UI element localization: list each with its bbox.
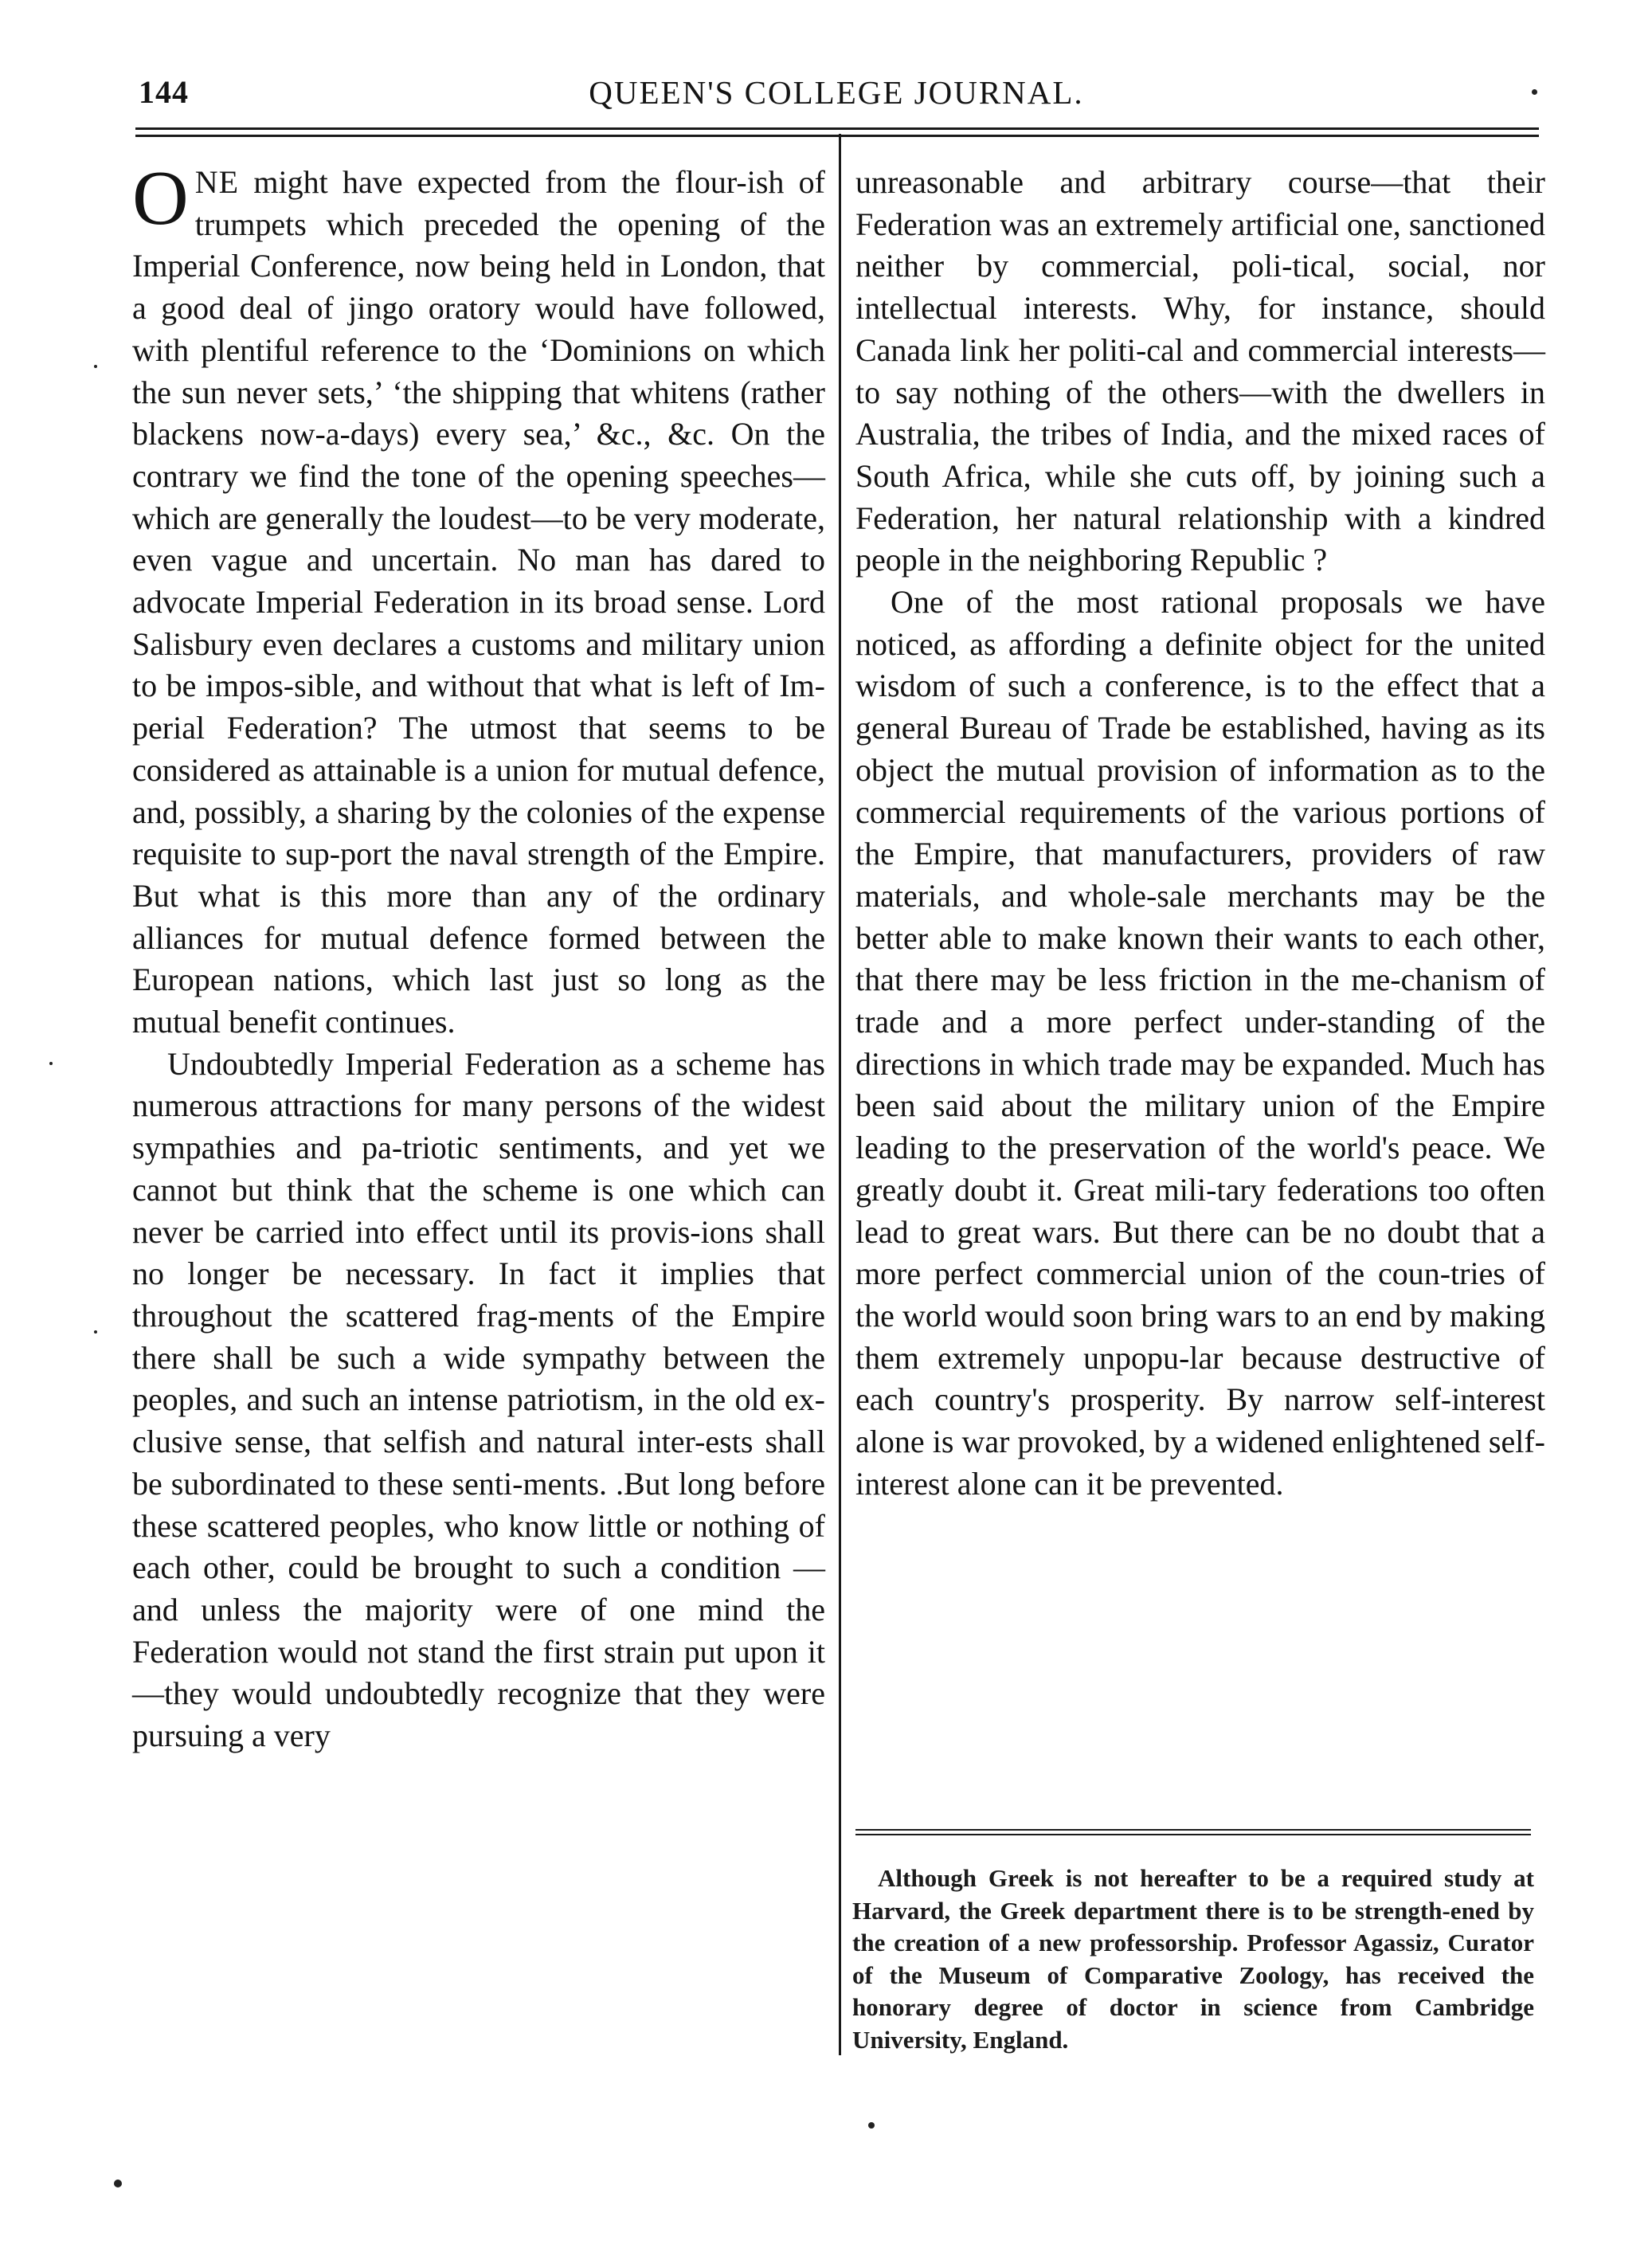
column-divider <box>839 134 841 2055</box>
drop-cap: O <box>132 155 189 241</box>
journal-title: QUEEN'S COLLEGE JOURNAL. <box>589 74 1084 111</box>
print-speck <box>868 2122 875 2129</box>
print-speck <box>94 1330 97 1334</box>
page-number: 144 <box>139 74 189 110</box>
news-note: Although Greek is not hereafter to be a required study at Harvard, the Greek department there is to be strength-ened by the creation of a new professorship. Professor Agassiz, Curator of the Museum of Comparative Zoology, has received the honorary degree of doctor in science from Cambridge University, England. <box>852 1864 1534 2054</box>
article-left-column <box>132 155 825 1757</box>
article-right-column <box>855 162 1545 1506</box>
header-ornament-dot <box>1532 89 1537 95</box>
paragraph-text: might have expected from the flour-ish of trumpets which preceded the opening of the Imperial Conference, now being held in London, that a good deal of jingo oratory would have followed, with plentiful reference to the ‘Dominions on which the sun never sets,’ ‘the shipping that whitens (rather blackens now-a-days) every sea,’ &c., &c. On the contrary we find the tone of the opening speeches—which are generally the loudest—to be very moderate, even vague and uncertain. No man has dared to advocate Imperial Federation in its broad sense. Lord Salisbury even declares a customs and military union to be impos-sible, and without that what is left of Im-perial Federation? The utmost that seems to be considered as attainable is a union for mutual defence, and, possibly, a sharing by the colonies of the expense requisite to sup-port the naval strength of the Empire. But what is this more than any of the ordinary alliances for mutual defence formed between the European nations, which last just so long as the mutual benefit continues. <box>132 164 825 1040</box>
article-paragraph: One of the most rational proposals we have noticed, as affording a definite object for the united wisdom of such a conference, is to the effect that a general Bureau of Trade be established, having as its object the mutual provision of information as to the commercial requirements of the various portions of the Empire, that manufacturers, providers of raw materials, and whole-sale merchants may be the better able to make known their wants to each other, that there may be less friction in the me-chanism of trade and a more perfect under-standing of the directions in which trade may be expanded. Much has been said about the military union of the Empire leading to the preservation of the world's peace. We greatly doubt it. Great mili-tary federations too often lead to great wars. But there can be no doubt that a more perfect commercial union of the coun-tries of the world would soon bring wars to an end by making them extremely unpopu-lar because destructive of each country's prosperity. By narrow self-interest alone is war provoked, by a widened enlightened self-interest alone can it be prevented. <box>855 584 1545 1502</box>
lead-word: NE <box>194 164 240 200</box>
page-header <box>135 73 1537 121</box>
print-speck <box>114 2180 122 2187</box>
article-paragraph <box>132 155 825 1044</box>
article-paragraph: unreasonable and arbitrary course—that their Federation was an extremely artificial one, sanctioned neither by commercial, poli-tical, social, nor intellectual interests. Why, for instance, should Canada link her politi-cal and commercial interests—to say nothing of the others—with the dwellers in Australia, the tribes of India, and the mixed races of South Africa, while she cuts off, by joining such a Federation, her natural relationship with a kindred people in the neighboring Republic ? <box>855 164 1545 578</box>
print-speck <box>94 365 97 368</box>
print-speck <box>49 1062 53 1065</box>
note-separator-rule <box>855 1829 1531 1835</box>
article-paragraph: Undoubtedly Imperial Federation as a scheme has numerous attractions for many persons of the widest sympathies and pa-triotic sentiments, and yet we cannot but think that the scheme is one which can never be carried into effect until its provis-ions shall no longer be necessary. In fact it implies that throughout the scattered frag-ments of the Empire there shall be such a wide sympathy between the peoples, and such an intense patriotism, in the old ex-clusive sense, that selfish and natural inter-ests shall be subordinated to these senti-ments. .But long before these scattered peoples, who know little or nothing of each other, could be brought to such a condition —and unless the majority were of one mind the Federation would not stand the first strain put upon it—they would undoubtedly recognize that they were pursuing a very <box>132 1045 825 1754</box>
header-rule <box>135 127 1539 137</box>
